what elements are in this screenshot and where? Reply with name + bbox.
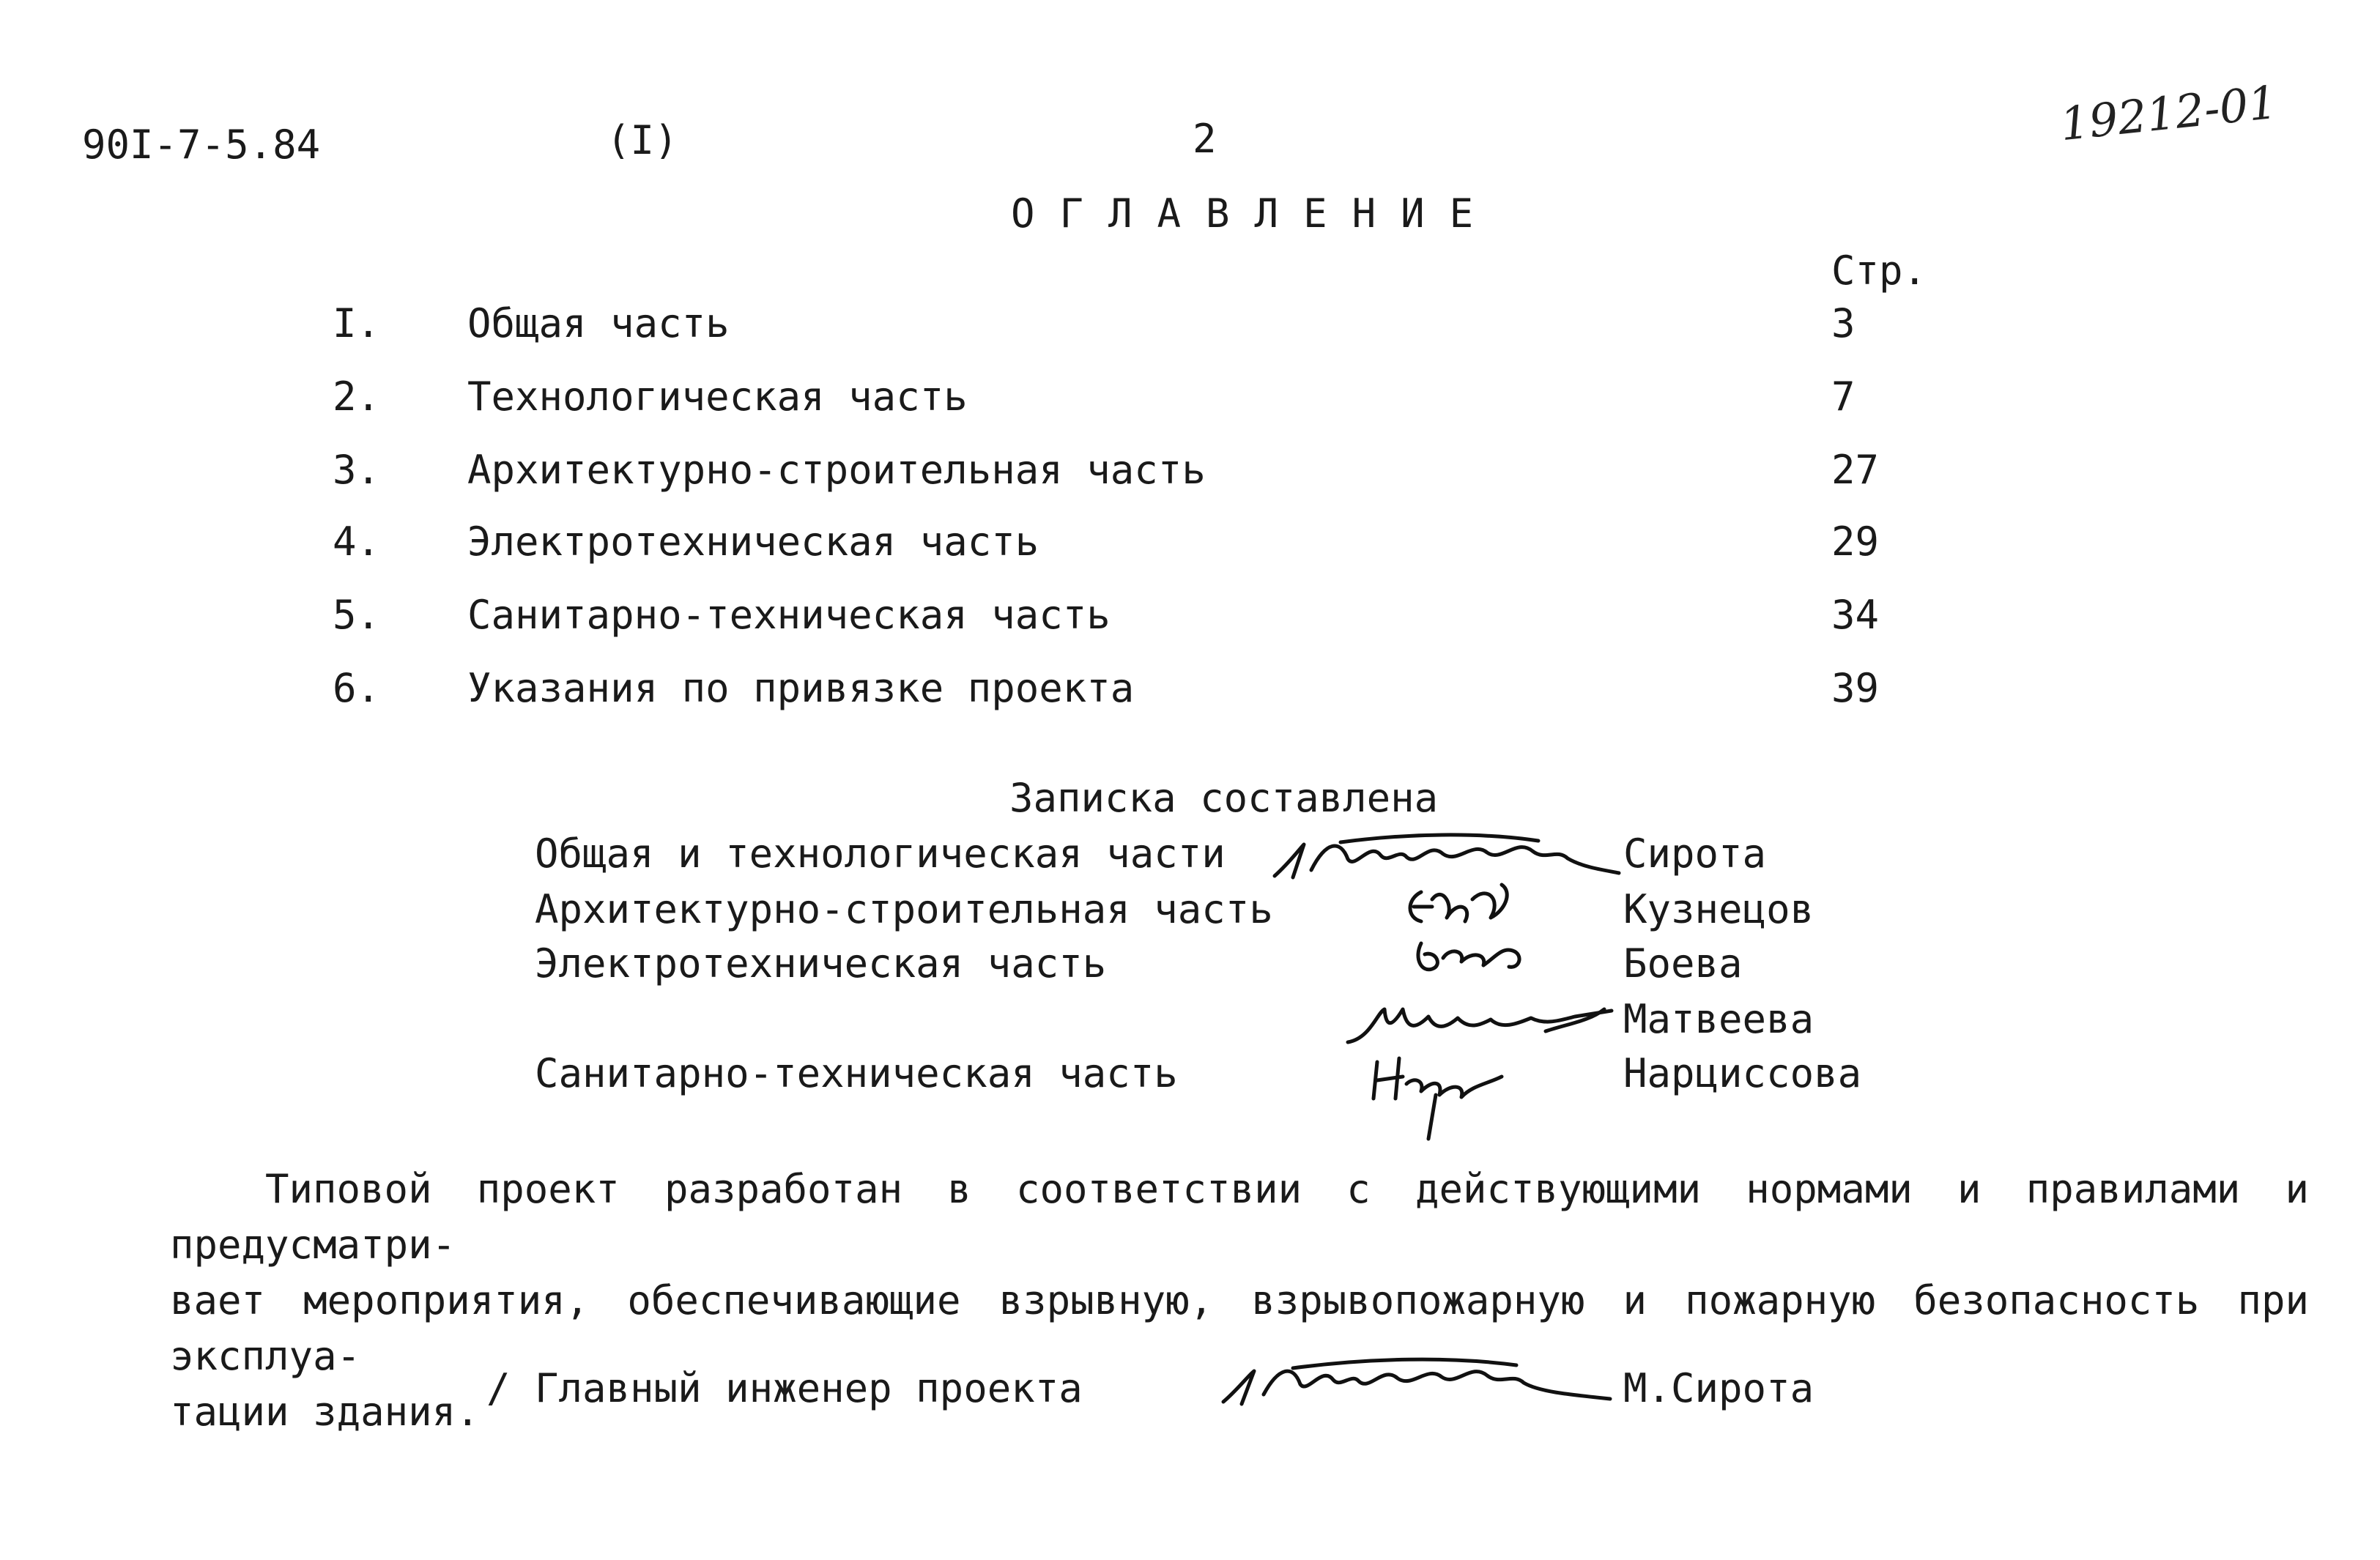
author-section: Архитектурно-строительная часть xyxy=(535,886,1273,932)
signature-chief-engineer xyxy=(1209,1342,1619,1422)
toc-item-number: 4. xyxy=(333,519,381,565)
authors-heading: Записка составлена xyxy=(1009,775,1439,821)
note-line: вает мероприятия, обеспечивающие взрывную, взрывопожарную и пожарную безопасность при эксплуа- xyxy=(170,1277,2309,1379)
toc-item-number: 6. xyxy=(333,665,381,711)
toc-item-title: Общая часть xyxy=(467,300,730,346)
toc-item-number: I. xyxy=(333,300,381,346)
signoff-mark: / xyxy=(486,1365,511,1411)
author-section: Электротехническая часть xyxy=(535,940,1107,987)
signature-nartsissova xyxy=(1363,1040,1524,1150)
part-number: (I) xyxy=(607,117,678,163)
note-line: Типовой проект разработан в соответствии с действующими нормами и правилами и предусматри- xyxy=(170,1166,2309,1268)
author-section: Общая и технологическая части xyxy=(535,831,1226,877)
toc-item-page: 3 xyxy=(1831,300,1856,346)
toc-item-title: Указания по привязке проекта xyxy=(467,665,1135,711)
document-code: 90I-7-5.84 xyxy=(82,122,321,168)
toc-item-number: 5. xyxy=(333,592,381,638)
toc-item-page: 29 xyxy=(1831,519,1880,565)
toc-item-page: 27 xyxy=(1831,447,1880,493)
toc-item-page: 7 xyxy=(1831,374,1856,420)
toc-item-number: 3. xyxy=(333,447,381,493)
author-section: Санитарно-техническая часть xyxy=(535,1050,1178,1096)
toc-item-title: Санитарно-техническая часть xyxy=(467,592,1111,638)
toc-item-page: 34 xyxy=(1831,592,1880,638)
signoff-role: Главный инженер проекта xyxy=(535,1365,1083,1411)
author-name: Матвеева xyxy=(1623,996,1814,1042)
handwritten-inventory-number: 19212-01 xyxy=(2057,75,2280,152)
toc-title: ОГЛАВЛЕНИЕ xyxy=(1011,190,1499,237)
note-line: тации здания. xyxy=(170,1389,480,1435)
author-name: Кузнецов xyxy=(1623,886,1814,932)
author-name: Нарциссова xyxy=(1623,1050,1862,1096)
toc-item-title: Технологическая часть xyxy=(467,374,968,420)
toc-item-page: 39 xyxy=(1831,665,1880,711)
toc-item-title: Электротехническая часть xyxy=(467,519,1039,565)
toc-item-title: Архитектурно-строительная часть xyxy=(467,447,1206,493)
signature-kuznetsov-boeva xyxy=(1392,877,1582,987)
page-column-header: Стр. xyxy=(1831,248,1927,294)
author-name: Сирота xyxy=(1623,831,1767,877)
signoff-name: М.Сирота xyxy=(1623,1365,1814,1411)
page-number: 2 xyxy=(1193,116,1217,162)
author-name: Боева xyxy=(1623,940,1743,987)
toc-item-number: 2. xyxy=(333,374,381,420)
